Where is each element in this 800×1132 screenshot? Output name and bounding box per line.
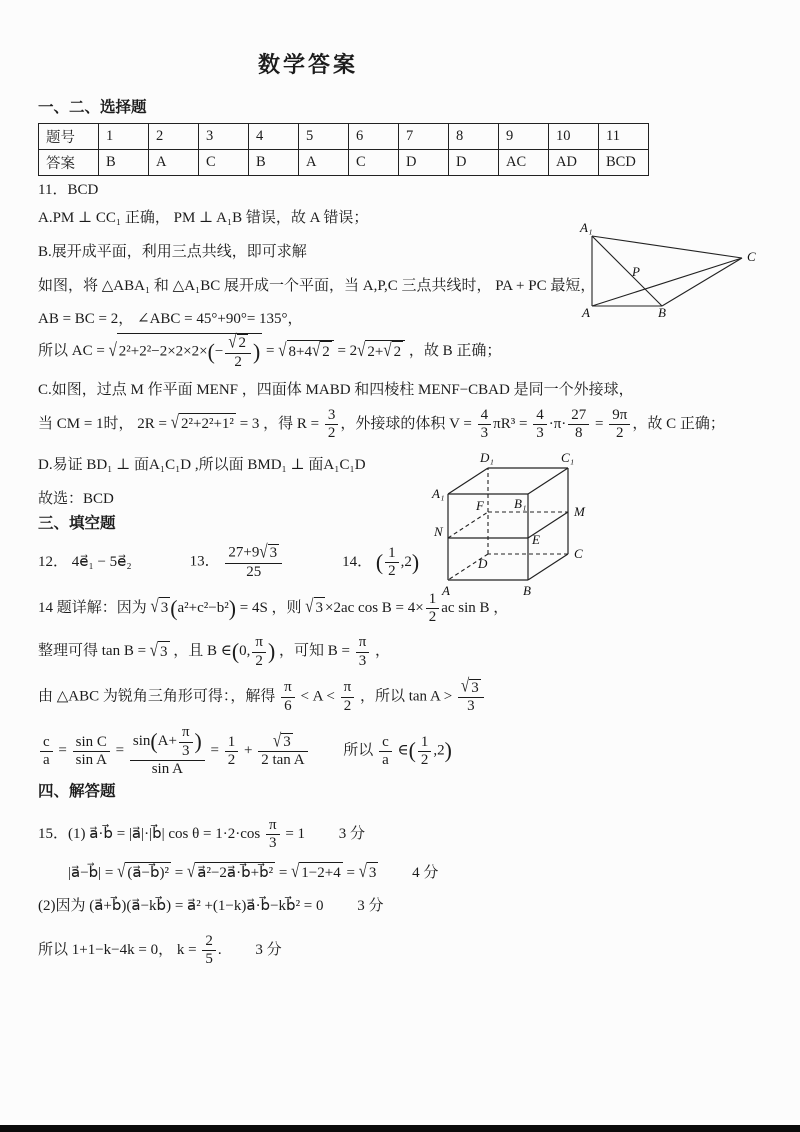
page-title: 数学答案 <box>257 52 358 77</box>
answer-table-cell: 10 <box>549 123 599 149</box>
q11-line-b3: AB = BC = 2， ∠ABC = 45°+90°= 135°， <box>38 310 303 327</box>
answer-table-cell: A <box>149 149 199 175</box>
fig2-label-e: E <box>532 532 540 547</box>
answer-table-cell: D <box>399 149 449 175</box>
answer-table-cell: 9 <box>499 123 549 149</box>
section-solve-heading: 四、解答题 <box>38 783 116 801</box>
answer-table-cell: 1 <box>99 123 149 149</box>
answer-table-cell: B <box>249 149 299 175</box>
answer-table-answer-row <box>39 149 649 175</box>
q15-line-4: 所以 1+1−k−4k = 0， k = $\frac{2}{5}$ . 3 分 <box>38 932 282 968</box>
q14-detail-1: 14 题详解：因为 √ 3(a²+c²−b²) = 4S ，则 √ 3 ×2ac cos B = 4× $\frac{1}{2}$ ac sin B ， <box>38 590 509 626</box>
answer-table-cell: 3 <box>199 123 249 149</box>
answer-table-cell: C <box>349 149 399 175</box>
fig1-label-a: A <box>582 305 590 318</box>
fig2-label-a1: A₁ <box>432 486 445 501</box>
answer-table-cell: 5 <box>299 123 349 149</box>
fig1-label-a1: A₁ <box>580 220 593 235</box>
answer-table-cell: 8 <box>449 123 499 149</box>
q15-line-2: |a⃗−b⃗| = √ (a⃗−b⃗)² = √ a⃗²−2a⃗·b⃗+b⃗² = √ 1−2+4 = √ 3 4 分 <box>68 862 760 885</box>
fig1-label-b: B <box>658 305 666 318</box>
answer-table-answer-label: 答案 <box>39 149 99 175</box>
q11-line-b1: B.展开成平面，利用三点共线，即可求解 <box>38 244 307 261</box>
q14-detail-2: 整理可得 tan B = √ 3 ，且 B ∈(0, $\frac{\pi}{2}$ ) ，可知 B = $\frac{\pi}{3}$ ， <box>38 634 391 669</box>
prism-figure <box>428 446 612 602</box>
fill-answers-row <box>38 544 760 581</box>
fig2-label-c1: C₁ <box>561 450 575 465</box>
fig1-label-p: P <box>632 264 640 279</box>
fig2-label-f: F <box>476 498 484 513</box>
q15-line-3: (2)因为 (a⃗+b⃗)(a⃗−kb⃗) = a⃗² +(1−k)a⃗·b⃗−kb⃗² = 0 3 分 <box>38 898 384 915</box>
answer-table <box>38 123 649 176</box>
answer-table-cell: 4 <box>249 123 299 149</box>
answer-table-cell: D <box>449 149 499 175</box>
fill-answer-13: 13． $\frac{27+9√ 3}{25}$ <box>190 544 284 581</box>
fig2-label-m: M <box>574 504 585 519</box>
fig2-label-n: N <box>434 524 443 539</box>
answer-table-cell: 6 <box>349 123 399 149</box>
answer-table-cell: AD <box>549 149 599 175</box>
answer-table-cell: C <box>199 149 249 175</box>
answer-table-cell: 2 <box>149 123 199 149</box>
q14-detail-3: 由 △ABC 为锐角三角形可得：，解得 $\frac{\pi}{6}$ < A < $\frac{\pi}{2}$ ，所以 tan A > $\frac{√ 3}{3}$ <box>38 679 760 716</box>
triangle-figure <box>566 218 770 318</box>
answer-table-cell: B <box>99 149 149 175</box>
fig2-label-c: C <box>574 546 583 561</box>
fill-answer-14: 14． ( $\frac{1}{2}$ ,2) <box>342 544 420 580</box>
q11-line-b2: 如图，将 △ABA₁ 和 △A₁BC 展开成一个平面，当 A,P,C 三点共线时， PA + PC 最短， <box>38 277 596 294</box>
fig2-label-b: B <box>523 583 531 598</box>
q11-line-select: 故选：BCD <box>38 490 114 507</box>
section-fill-heading: 三、填空题 <box>38 514 116 532</box>
fig1-label-c: C <box>747 249 756 264</box>
fill-answer-12: 12． 4e⃗₁ − 5e⃗₂ <box>38 553 132 570</box>
q11-line-b4: 所以 AC = √ 2²+2²−2×2×2×(− $\frac{√ 2}{2}$ ) = √ 8+4√ 2 = 2√ 2+√ 2 ，故 B 正确； <box>38 332 502 370</box>
fig2-label-d1: D₁ <box>480 450 494 465</box>
q11-line-a: A.PM ⊥ CC₁ 正确， PM ⊥ A₁B 错误，故 A 错误； <box>38 210 369 227</box>
q11-line-d: D.易证 BD₁ ⊥ 面A₁C₁D ,所以面 BMD₁ ⊥ 面A₁C₁D <box>38 457 366 474</box>
q11-line-c2: 当 CM = 1时， 2R = √ 2²+2²+1² = 3 ，得 R = $\frac{3}{2}$ ，外接球的体积 V = $\frac{4}{3}$ πR³ = $\frac{4}{3}$ ·π· $\frac{27}{8}$ = $\frac{9\pi}{2}$ ，故 C 正确； <box>38 406 725 441</box>
document-content <box>0 48 800 968</box>
answer-table-cell: 11 <box>599 123 649 149</box>
fig2-label-d: D <box>478 556 488 571</box>
answer-table-cell: 7 <box>399 123 449 149</box>
fig2-label-b1: B₁ <box>514 496 527 511</box>
answer-table-cell: A <box>299 149 349 175</box>
answer-table-cell: BCD <box>599 149 649 175</box>
answer-table-cell: AC <box>499 149 549 175</box>
q11-line-c1: C.如图，过点 M 作平面 MENF ，四面体 MABD 和四棱柱 MENF−CBAD 是同一个外接球， <box>38 381 634 398</box>
q14-detail-4: $\frac{c}{a}$ = $\frac{\text{sin C}}{\text{sin A}}$ = sin(A+ $\frac{\pi}{3}$ ) sin A = $\frac{1}{2}$ + $\frac{√ 3}{\text{2 tan A}}$ 所以 $\frac{c}{a}$ ∈( $\frac{1}{2}$ ,2) <box>38 724 760 778</box>
scan-bottom-edge <box>0 1125 800 1132</box>
fig2-label-a: A <box>442 583 450 598</box>
q11-heading: 11．BCD <box>38 181 99 198</box>
answer-table-number-row <box>39 123 649 149</box>
answer-table-number-label: 题号 <box>39 123 99 149</box>
section-choice-heading: 一、二、选择题 <box>38 99 147 116</box>
q15-line-1: 15．(1) a⃗·b⃗ = |a⃗|·|b⃗| cos θ = 1·2·cos $\frac{\pi}{3}$ = 1 3 分 <box>38 816 366 852</box>
